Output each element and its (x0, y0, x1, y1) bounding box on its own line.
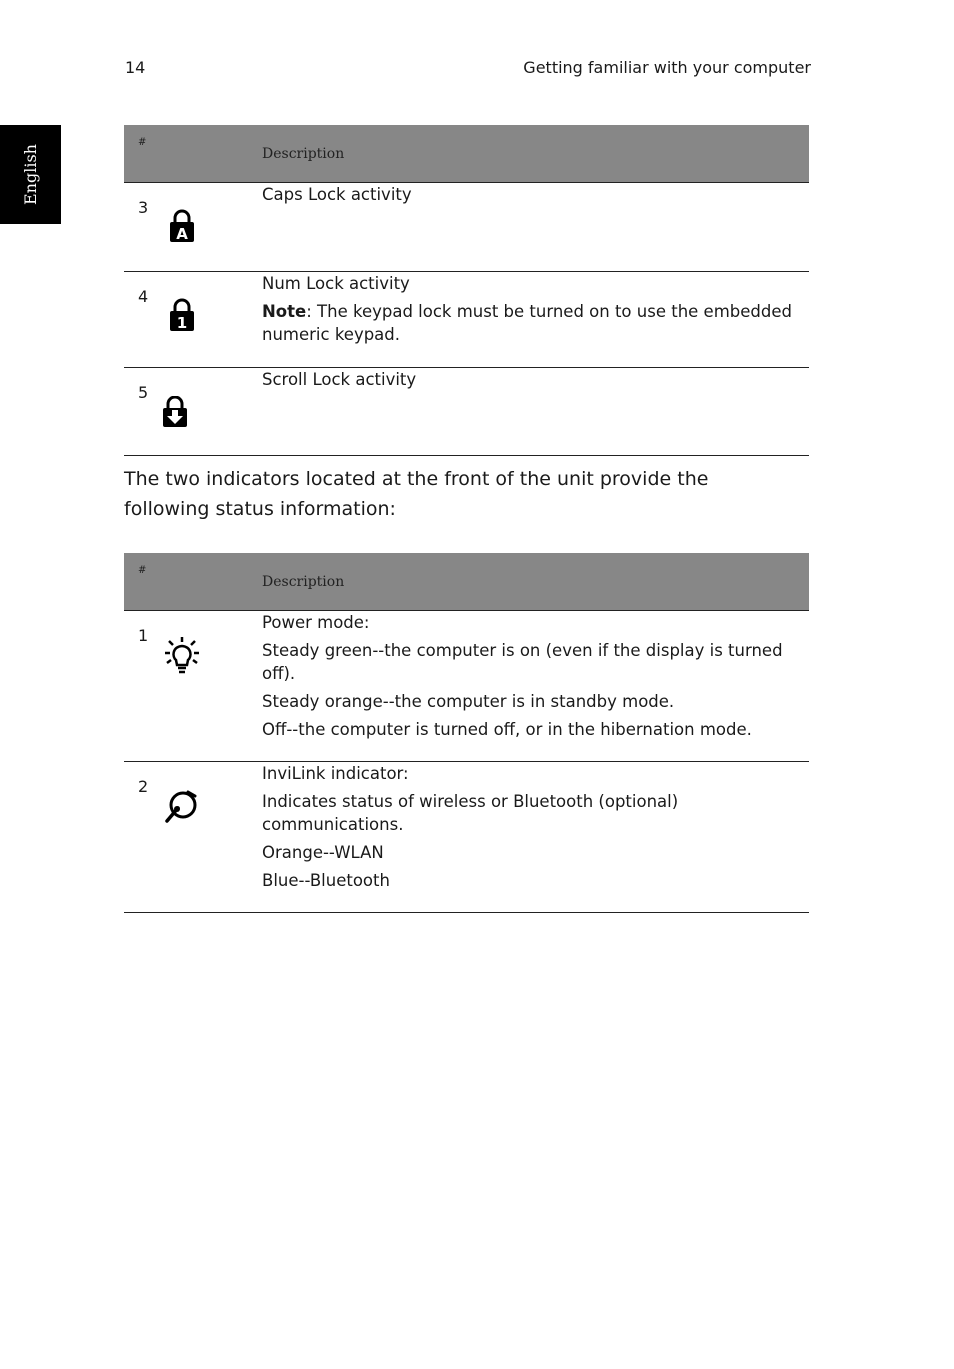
row-number-cell (124, 611, 262, 762)
row-number-cell (124, 272, 262, 368)
table-row (124, 611, 809, 762)
note-label: Note (262, 302, 307, 321)
description-line: Off--the computer is turned off, or in the hibernation mode. (262, 720, 752, 739)
row-number: 2 (138, 777, 149, 796)
row-description (262, 762, 809, 913)
wireless-indicator-icon (164, 788, 200, 824)
table-row (124, 183, 809, 272)
running-header: Getting familiar with your computer (523, 58, 811, 77)
svg-text:1: 1 (176, 314, 188, 332)
column-header-description: Description (262, 553, 809, 611)
front-indicators-table (124, 553, 809, 913)
table-row (124, 762, 809, 913)
intro-paragraph: The two indicators located at the front of the unit provide the following status information: (124, 468, 709, 520)
row-description (262, 272, 809, 368)
column-header-number: # (124, 553, 262, 611)
page-number: 14 (125, 58, 146, 77)
row-description (262, 611, 809, 762)
description-line: Power mode: (262, 613, 370, 632)
table-row (124, 272, 809, 368)
description-line: Orange--WLAN (262, 843, 384, 862)
language-tab (0, 125, 61, 224)
svg-text:A: A (176, 225, 188, 243)
row-number-cell (124, 183, 262, 272)
description-line: InviLink indicator: (262, 764, 409, 783)
row-number-cell (124, 762, 262, 913)
row-number: 3 (138, 198, 149, 217)
row-number: 1 (138, 626, 149, 645)
column-header-number: # (124, 125, 262, 183)
row-number: 5 (138, 383, 149, 402)
row-number: 4 (138, 287, 149, 306)
description-line: Scroll Lock activity (262, 370, 417, 389)
description-line: Num Lock activity (262, 274, 410, 293)
lock-indicators-table (124, 125, 809, 456)
description-line: Steady green--the computer is on (even if the display is turned off). (262, 641, 783, 683)
num-lock-icon (168, 298, 196, 332)
description-line: Blue--Bluetooth (262, 871, 390, 890)
row-number-cell (124, 368, 262, 456)
table-row (124, 368, 809, 456)
language-tab-label: English (20, 144, 40, 205)
scroll-lock-icon (162, 396, 188, 428)
description-line: Indicates status of wireless or Bluetooth (optional) communications. (262, 792, 679, 834)
row-description (262, 183, 809, 272)
column-header-description: Description (262, 125, 809, 183)
row-description (262, 368, 809, 456)
table-header-row (124, 125, 809, 183)
power-light-icon (164, 635, 200, 675)
caps-lock-icon (168, 209, 196, 243)
description-line: Steady orange--the computer is in standby mode. (262, 692, 675, 711)
note-text: : The keypad lock must be turned on to use the embedded numeric keypad. (262, 302, 792, 344)
description-line: Caps Lock activity (262, 185, 412, 204)
note-line (262, 300, 809, 346)
table-header-row (124, 553, 809, 611)
